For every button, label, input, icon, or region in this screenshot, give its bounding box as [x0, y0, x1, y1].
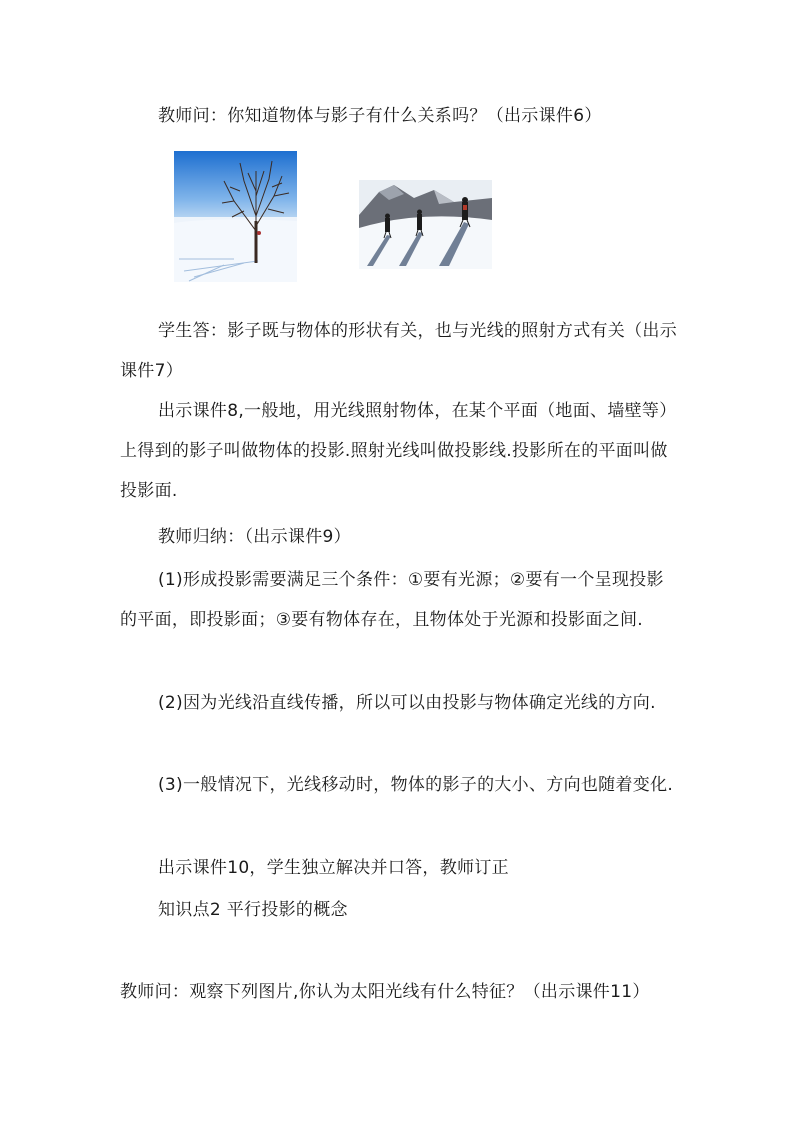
- paragraph-teacher-question-2: 教师问：观察下列图片,你认为太阳光线有什么特征？（出示课件11）: [120, 982, 650, 1002]
- paragraph-student-answer: 学生答：影子既与物体的形状有关，也与光线的照射方式有关（出示课件7）: [120, 321, 677, 381]
- paragraph-knowledge-point-2: 知识点2 平行投影的概念: [158, 900, 348, 920]
- paragraph-point-1: (1)形成投影需要满足三个条件：①要有光源；②要有一个呈现投影的平面，即投影面；③要有物体存在，且物体处于光源和投影面之间.: [120, 570, 664, 630]
- paragraph-teacher-summary: 教师归纳：（出示课件9）: [158, 527, 351, 547]
- paragraph-courseware-10: 出示课件10，学生独立解决并口答，教师订正: [158, 858, 509, 878]
- paragraph-point-3: (3)一般情况下，光线移动时，物体的影子的大小、方向也随着变化.: [158, 775, 674, 795]
- paragraph-point-2: (2)因为光线沿直线传播，所以可以由投影与物体确定光线的方向.: [158, 693, 656, 713]
- climbers-snow-image: [359, 180, 492, 269]
- paragraph-projection-definition: 出示课件8,一般地，用光线照射物体，在某个平面（地面、墙壁等）上得到的影子叫做物体的投影.照射光线叫做投影线.投影所在的平面叫做投影面.: [120, 401, 677, 501]
- paragraph-teacher-question-1: 教师问：你知道物体与影子有什么关系吗？（出示课件6）: [158, 106, 602, 126]
- tree-snow-image: [174, 151, 297, 282]
